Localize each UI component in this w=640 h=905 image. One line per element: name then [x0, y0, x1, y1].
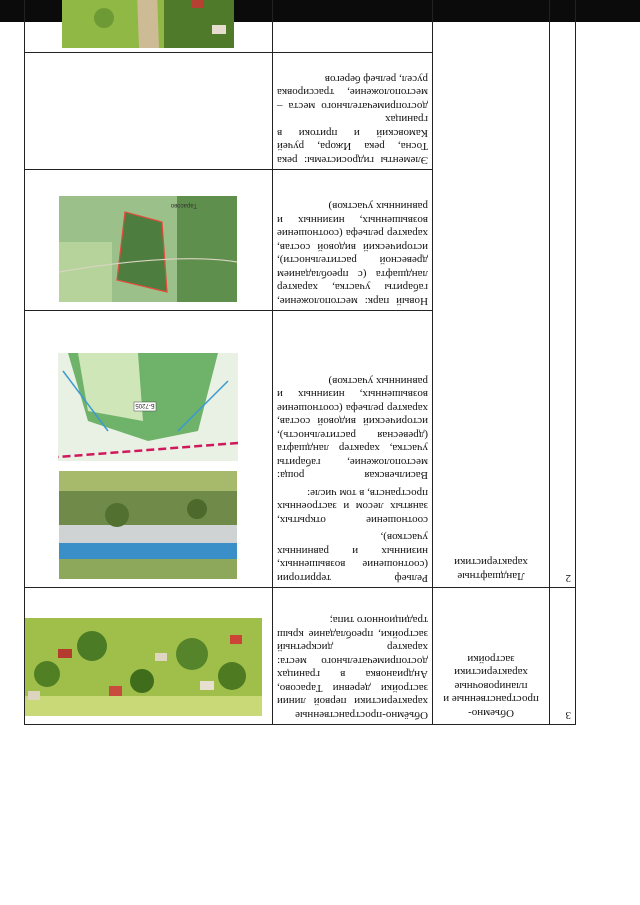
- description-paragraph: Васильевская роща: местоположение, габариты участка, характер ландшафта (древесная растительность), исторический видовой состав, характер рельефа (соотношение возвышенных, низинных и равнинных участков): [277, 375, 428, 482]
- characteristic-description: [273, 0, 433, 53]
- description-paragraph: Объёмно-пространственные характеристики первой линии застройки деревни Тарасово, Андриановка в границах достопримечательного места: характер дискретный застройки, преобладание крыш традиционного типа;: [277, 614, 428, 721]
- characteristic-description: [273, 53, 433, 170]
- description-paragraph: Новый парк: местоположение, габариты участка, характер ландшафта (с преобладанием древесной растительности), исторический видовой состав, характер рельефа (соотношение возвышенных, низинных и равнинных участков): [277, 200, 428, 307]
- image-cell: [25, 588, 273, 725]
- table-row: [25, 311, 576, 588]
- characteristic-name-text: Объемно-пространственные и планировочные характеристики застройки: [443, 653, 539, 719]
- characteristic-name: [433, 588, 550, 725]
- characteristic-description: [273, 170, 433, 311]
- image-cell: [25, 0, 273, 53]
- row-number: 2: [550, 0, 576, 588]
- village-aerial-photo: [25, 618, 263, 716]
- table-row: [25, 588, 576, 725]
- park-map-label: Тарасово: [171, 202, 198, 208]
- characteristic-description: [273, 311, 433, 588]
- characteristics-table: [24, 0, 576, 725]
- characteristic-description: [273, 588, 433, 725]
- description-paragraph: Рельеф территории (соотношение возвышенных, низинных и равнинных участков),: [277, 531, 428, 584]
- description-paragraph: соотношение открытых, занятых лесом и застроенных пространств, в том числе:: [277, 487, 428, 526]
- village-road-aerial-photo: [63, 0, 235, 48]
- image-cell: [25, 53, 273, 170]
- park-satellite-map: [60, 196, 238, 302]
- grove-cadastral-map: [59, 353, 239, 461]
- row-number: 3: [550, 588, 576, 725]
- description-paragraph: Элементы гидросистемы: река Тосна, река Ижора, ручей Камовский и притоки в границах достопримечательного места – местоположение, трассировка русел, рельеф берегов: [277, 73, 428, 166]
- characteristic-name: [433, 0, 550, 588]
- image-cell: [25, 311, 273, 588]
- image-cell: [25, 170, 273, 311]
- river-aerial-photo: [60, 471, 238, 579]
- rotated-document-page: [0, 22, 640, 905]
- characteristic-name-text: Ландшафтные характеристики: [454, 556, 528, 582]
- grove-map-label: Б-7205: [135, 402, 156, 408]
